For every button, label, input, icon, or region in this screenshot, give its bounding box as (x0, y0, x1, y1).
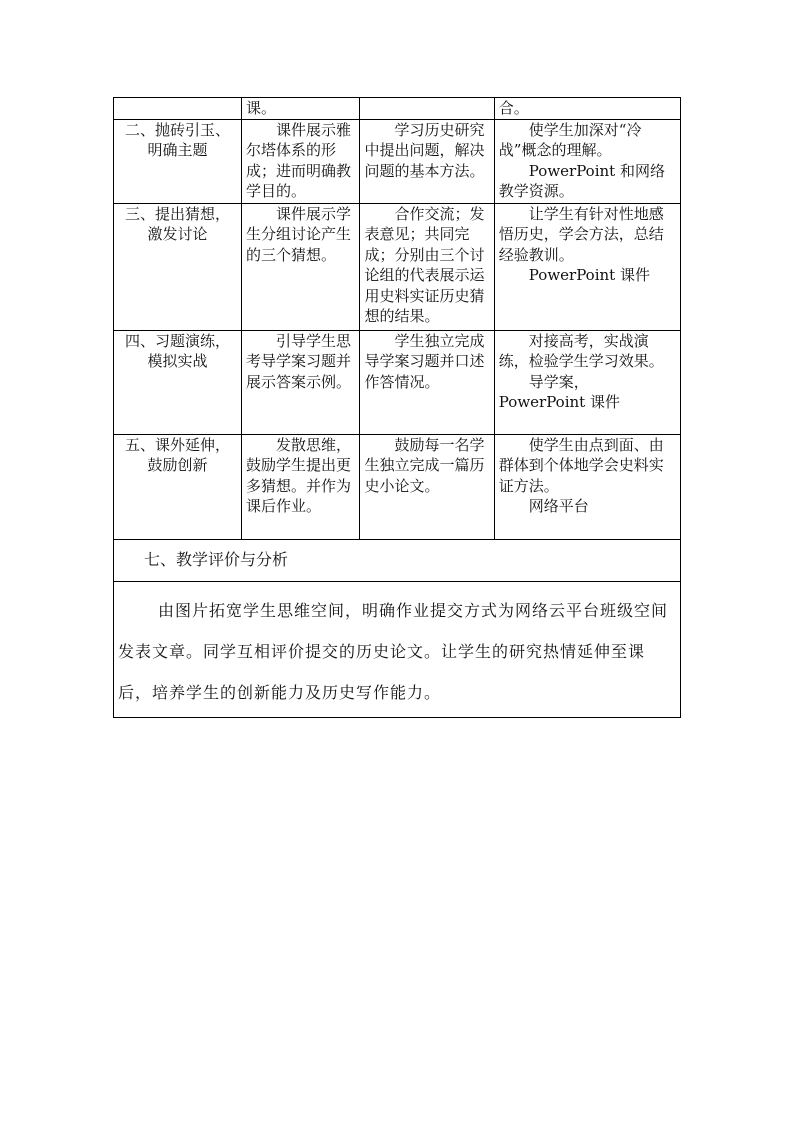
stage-label: 四、习题演练， 模拟实战 (124, 331, 230, 370)
evaluation-cell (114, 581, 681, 717)
design-intent-cell (494, 203, 680, 330)
teacher-activity-text: 发散思维，鼓励学生提出更多猜想。并作为课后作业。 (245, 435, 351, 515)
table-row (114, 434, 681, 539)
evaluation-paragraph: 由图片拓宽学生思维空间，明确作业提交方式为网络云平台班级空间发表文章。同学互相评价提交的历史论文。让学生的研究热情延伸至课后，培养学生的创新能力及历史写作能力。 (118, 600, 669, 702)
table-cell (114, 98, 242, 120)
table-row (114, 330, 681, 434)
table-row (114, 119, 681, 203)
student-activity-text: 学习历史研究中提出问题，解决问题的基本方法。 (364, 120, 485, 180)
teacher-activity-cell (241, 203, 359, 330)
lesson-plan-table (113, 97, 681, 718)
design-intent-text: 对接高考，实战演练，检验学生学习效果。 (498, 331, 664, 370)
design-intent-cell (494, 330, 680, 434)
table-row (114, 539, 681, 581)
table-cell (494, 98, 680, 120)
table-row (114, 581, 681, 717)
teacher-activity-text: 课件展示雅尔塔体系的形成；进而明确教学目的。 (245, 120, 351, 200)
resource-text: 网络平台 (528, 497, 589, 515)
teacher-activity-text: 课件展示学生分组讨论产生的三个猜想。 (245, 204, 351, 264)
design-intent-text: 使学生加深对“冷战”概念的理解。 (498, 120, 642, 159)
student-activity-text: 合作交流；发表意见；共同完成；分别由三个讨论组的代表展示运用史料实证历史猜想的结果。 (364, 204, 485, 325)
student-activity-cell (360, 119, 494, 203)
student-activity-text: 学生独立完成导学案习题并口述作答情况。 (364, 331, 485, 391)
student-activity-text: 鼓励每一名学生独立完成一篇历史小论文。 (364, 435, 485, 495)
table-cell (360, 98, 494, 120)
table-cell (241, 98, 359, 120)
stage-cell (114, 434, 242, 539)
stage-label: 五、课外延伸， 鼓励创新 (124, 435, 230, 474)
stage-label: 二、抛砖引玉、 明确主题 (124, 120, 230, 159)
stage-label: 三、提出猜想， 激发讨论 (124, 204, 230, 243)
table-row (114, 203, 681, 330)
stage-cell (114, 330, 242, 434)
section-heading: 七、教学评价与分析 (144, 549, 289, 569)
cell-text: 课。 (245, 99, 276, 117)
teacher-activity-cell (241, 330, 359, 434)
student-activity-cell (360, 203, 494, 330)
resource-text: PowerPoint 课件 (498, 393, 620, 411)
design-intent-text: 使学生由点到面、由群体到个体地学会史料实证方法。 (498, 435, 664, 495)
teacher-activity-cell (241, 434, 359, 539)
resource-text: PowerPoint 课件 (528, 266, 650, 284)
teacher-activity-cell (241, 119, 359, 203)
section-heading-cell (114, 539, 681, 581)
stage-cell (114, 119, 242, 203)
design-intent-cell (494, 119, 680, 203)
table-row (114, 98, 681, 120)
resource-text: PowerPoint 和网络教学资源。 (498, 161, 665, 200)
cell-text: 合。 (498, 99, 529, 117)
design-intent-cell (494, 434, 680, 539)
design-intent-text: 让学生有针对性地感悟历史，学会方法，总结经验教训。 (498, 204, 664, 264)
teacher-activity-text: 引导学生思考导学案习题并展示答案示例。 (245, 331, 351, 391)
resource-text: 导学案， (528, 372, 589, 391)
student-activity-cell (360, 330, 494, 434)
stage-cell (114, 203, 242, 330)
student-activity-cell (360, 434, 494, 539)
